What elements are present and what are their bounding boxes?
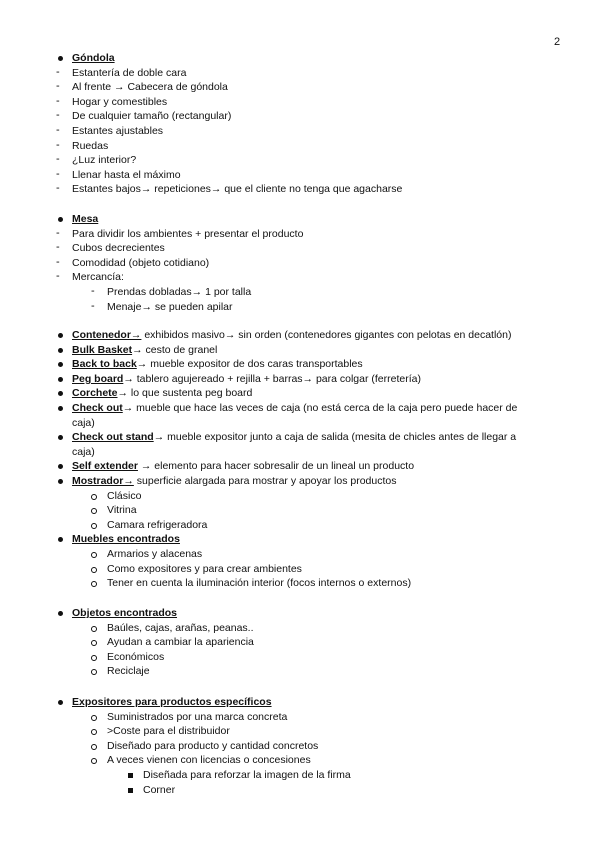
term-item: [72, 358, 363, 371]
bullet-dot: [58, 435, 63, 440]
bullet-dash: -: [56, 255, 60, 268]
bullet-circle: [91, 523, 97, 529]
term-label: Bulk Basket: [72, 343, 133, 356]
term-description: → tablero agujereado + rejilla + barras→ para colgar (ferretería): [123, 372, 421, 385]
bullet-dot: [58, 333, 63, 338]
bullet-circle: [91, 669, 97, 675]
list-item: Estantes ajustables: [72, 125, 164, 137]
bullet-dot: [58, 479, 63, 484]
term-description: → mueble que hace las veces de caja (no está cerca de la caja pero puede hacer de: [122, 402, 518, 414]
term-label: Self extender: [72, 460, 138, 473]
sub-list-item: Suministrados por una marca concreta: [107, 710, 288, 723]
sub-sub-list-item: Corner: [143, 783, 176, 796]
bullet-circle: [91, 715, 97, 721]
sub-list-item: >Coste para el distribuidor: [107, 725, 230, 738]
sub-list-item: Ayudan a cambiar la apariencia: [107, 636, 254, 649]
list-item: Comodidad (objeto cotidiano): [72, 256, 210, 269]
term-item: [72, 475, 396, 488]
list-item: Mercancía:: [72, 271, 124, 284]
term-label: Contenedor→: [72, 329, 142, 341]
bullet-square: [128, 773, 133, 778]
bullet-dot: [58, 217, 63, 222]
term-item: [72, 373, 421, 386]
term-label: Corchete: [72, 387, 118, 400]
section-title-gondola: Góndola: [72, 52, 115, 64]
bullet-circle: [91, 758, 97, 764]
sub-list-item: Clásico: [107, 489, 142, 502]
bullet-dot: [58, 700, 63, 705]
bullet-circle: [91, 508, 97, 514]
bullet-dash: -: [56, 94, 60, 107]
term-item: [72, 387, 252, 400]
bullet-dot: [58, 348, 63, 353]
term-item: [72, 460, 414, 473]
bullet-dash: -: [56, 182, 60, 195]
list-item: Al frente → Cabecera de góndola: [72, 81, 228, 94]
sub-list-item: Vitrina: [107, 504, 137, 517]
term-description: → cesto de granel: [132, 343, 218, 356]
term-description: exhibidos masivo→ sin orden (contenedores gigantes con pelotas en decatlón): [141, 329, 512, 341]
sub-list-item: Prendas dobladas→ 1 por talla: [107, 286, 252, 298]
bullet-circle: [91, 640, 97, 646]
list-item: Hogar y comestibles: [72, 95, 168, 108]
sub-list-item: Como expositores y para crear ambientes: [107, 562, 302, 575]
bullet-dash: -: [56, 167, 60, 180]
section-title-expositores: Expositores para productos específicos: [72, 696, 272, 708]
bullet-dot: [58, 362, 63, 367]
sub-list-item: Reciclaje: [107, 665, 150, 678]
bullet-dash: -: [56, 153, 60, 166]
term-description: superficie alargada para mostrar y apoyar los productos: [133, 475, 397, 487]
term-description: → elemento para hacer sobresalir de un lineal un producto: [137, 460, 415, 473]
bullet-dot: [58, 537, 63, 542]
bullet-circle: [91, 626, 97, 632]
bullet-square: [128, 788, 133, 793]
bullet-dash: -: [56, 138, 60, 151]
bullet-circle: [91, 729, 97, 735]
bullet-dot: [58, 406, 63, 411]
section-title-objetos: Objetos encontrados: [72, 607, 178, 619]
list-item: Ruedas: [72, 139, 109, 152]
bullet-circle: [91, 567, 97, 573]
bullet-dot: [58, 391, 63, 396]
list-item: De cualquier tamaño (rectangular): [72, 110, 232, 123]
bullet-circle: [91, 494, 97, 500]
term-description: → lo que sustenta peg board: [117, 387, 253, 400]
bullet-dash: -: [56, 270, 60, 283]
bullet-dot: [58, 611, 63, 616]
bullet-dot: [58, 377, 63, 382]
list-item: Estantes bajos→ repeticiones→ que el cliente no tenga que agacharse: [72, 183, 403, 196]
sub-list-item: Económicos: [107, 650, 165, 663]
list-item: Llenar hasta el máximo: [72, 168, 181, 181]
term-description: → mueble expositor junto a caja de salida (mesita de chicles antes de llegar a: [153, 431, 517, 444]
bullet-circle: [91, 655, 97, 661]
bullet-circle: [91, 744, 97, 750]
bullet-dash: -: [56, 124, 60, 136]
bullet-dot: [58, 56, 63, 61]
bullet-dash: -: [56, 65, 60, 78]
term-item: [72, 329, 511, 342]
bullet-dash: -: [56, 109, 60, 122]
term-continuation: caja): [72, 416, 95, 429]
section-title-mesa: Mesa: [72, 213, 99, 225]
bullet-dash: -: [56, 241, 60, 254]
bullet-dash: -: [91, 285, 95, 297]
term-label: Peg board: [72, 372, 124, 385]
section-title-muebles: Muebles encontrados: [72, 533, 180, 546]
bullet-dash: -: [91, 299, 95, 312]
sub-list-item: Menaje→ se pueden apilar: [107, 300, 233, 313]
sub-list-item: Diseñado para producto y cantidad concretos: [107, 739, 319, 752]
term-label: Check out: [72, 402, 123, 414]
sub-list-item: Camara refrigeradora: [107, 518, 208, 531]
term-item: [72, 344, 217, 357]
term-description: → mueble expositor de dos caras transportables: [136, 358, 363, 371]
page-number: 2: [554, 36, 561, 48]
term-item: [72, 402, 517, 415]
term-continuation: caja): [72, 445, 95, 458]
bullet-circle: [91, 581, 97, 587]
sub-list-item: Baúles, cajas, arañas, peanas..: [107, 621, 254, 634]
sub-list-item: Armarios y alacenas: [107, 548, 203, 560]
term-label: Mostrador→: [72, 475, 134, 487]
term-label: Back to back: [72, 358, 137, 371]
sub-sub-list-item: Diseñada para reforzar la imagen de la firma: [143, 769, 351, 781]
list-item: ¿Luz interior?: [72, 154, 137, 167]
bullet-dash: -: [56, 226, 60, 239]
list-item: Para dividir los ambientes + presentar el producto: [72, 227, 304, 240]
term-item: [72, 431, 516, 444]
bullet-dash: -: [56, 80, 60, 93]
sub-list-item: Tener en cuenta la iluminación interior (focos internos o externos): [107, 577, 412, 590]
list-item: Estantería de doble cara: [72, 66, 187, 79]
sub-list-item: A veces vienen con licencias o concesiones: [107, 754, 311, 767]
bullet-circle: [91, 552, 97, 558]
bullet-dot: [58, 464, 63, 469]
term-label: Check out stand: [72, 431, 154, 444]
list-item: Cubos decrecientes: [72, 242, 165, 255]
